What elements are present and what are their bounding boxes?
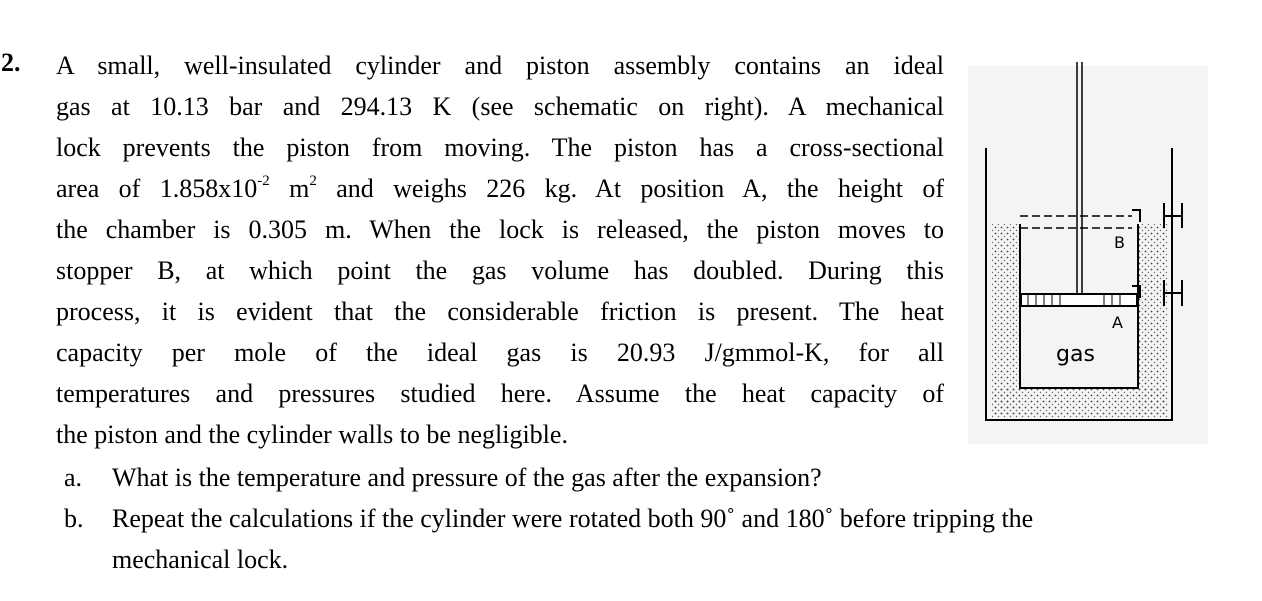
label-gas: gas <box>1056 342 1095 367</box>
piston-schematic <box>964 58 1214 448</box>
text-line: A small, well-insulated cylinder and piston assembly contains an ideal <box>56 51 944 80</box>
exponent: 2 <box>309 173 317 190</box>
text-segment: area of 1.858x10 <box>56 174 258 203</box>
text-line: the piston and the cylinder walls to be negligible. <box>56 420 568 449</box>
problem-paragraph <box>56 48 944 458</box>
text-line: capacity per mole of the ideal gas is 20.93 J/gmmol-K, for all <box>56 338 944 367</box>
text-line: the chamber is 0.305 m. When the lock is released, the piston moves to <box>56 215 944 244</box>
text-segment: m <box>269 174 310 203</box>
text-line: gas at 10.13 bar and 294.13 K (see schematic on right). A mechanical <box>56 92 944 121</box>
part-a-text: What is the temperature and pressure of the gas after the expansion? <box>112 463 822 492</box>
label-a: A <box>1112 313 1123 332</box>
part-b-label: b. <box>64 504 84 533</box>
part-a <box>64 460 822 496</box>
exponent: -2 <box>257 173 270 190</box>
part-b <box>64 501 1033 537</box>
problem-number: 2. <box>1 48 21 77</box>
text-line: lock prevents the piston from moving. The piston has a cross-sectional <box>56 133 944 162</box>
label-b: B <box>1114 233 1125 252</box>
text-line: stopper B, at which point the gas volume has doubled. During this <box>56 256 944 285</box>
text-segment: and weighs 226 kg. At position A, the height of <box>316 174 945 203</box>
part-b-continuation: mechanical lock. <box>112 545 289 574</box>
part-b-text: Repeat the calculations if the cylinder were rotated both 90˚ and 180˚ before tripping the <box>112 504 1034 533</box>
part-a-label: a. <box>64 463 83 492</box>
text-line-area <box>56 171 944 212</box>
text-line: temperatures and pressures studied here. Assume the heat capacity of <box>56 379 944 408</box>
text-line: process, it is evident that the considerable friction is present. The heat <box>56 297 944 326</box>
